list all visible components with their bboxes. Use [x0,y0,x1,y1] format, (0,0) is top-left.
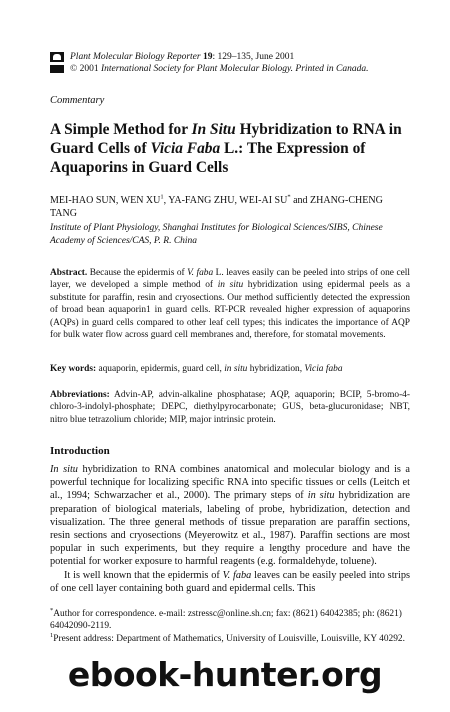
publisher-logo-icon [50,52,64,62]
abstract-italic: in situ [217,280,244,291]
title-part: A Simple Method for [50,121,192,138]
footnote-text: Author for correspondence. e-mail: zstressc@online.sh.cn; fax: (8621) 64042385; ph: (8621) 64042090-2119. [50,609,402,631]
society-name: International Society for Plant Molecular Biology. Printed in Canada. [100,64,369,74]
journal-name: Plant Molecular Biology Reporter [70,52,201,62]
keywords [50,363,410,375]
body-text: leaves can be easily peeled into strips of one cell layer containing both guard and epidermal cells. This [50,569,410,594]
journal-pages-date: : 129–135, June 2001 [212,52,295,62]
abstract-text: L. leaves easily can be peeled into strips of one cell layer, we developed a simple method of [50,268,410,291]
body-text: hybridization are preparation of biological materials, labeling of probe, hybridization, detection and visualization. The three general methods of tissue preparation are paraffin sections, resin sections and cryosections (Meyerowitz et al., 1987). Paraffin sections are most popular in such experiments, but they require a lengthy procedure and have the potential for worker exposure to harmful reagents (e.g. formaldehyde, toluene). [50,490,410,568]
title-part: Hybridization to RNA in Guard Cells of [50,121,402,157]
introduction-body [50,463,410,595]
paragraph [50,463,410,569]
abstract-text: hybridization using epidermal peels as a substitute for paraffin, resin and cryosections. Our method sufficiently detected the expression of broad bean aquaporin1 in guard cells. RT-PCR revealed higher expression of aquaporins (AQPs) in guard cells compared to other leaf cell types; this indicates the importance of AQP for bulk water flow across guard cell membranes and, therefore, for stomatal movements. [50,280,410,341]
article-title [50,120,410,177]
abbreviations-label: Abbreviations: [50,390,110,400]
abstract-italic: V. faba [187,268,214,278]
title-part-italic: Vicia Faba [150,140,221,157]
abstract [50,267,410,341]
section-heading-introduction: Introduction [50,445,110,457]
keywords-text: hybridization, [247,364,305,374]
footnote-marker: 1 [160,193,164,201]
body-text: It is well known that the epidermis of [64,569,223,581]
footnotes [50,608,410,645]
body-text: hybridization to RNA combines anatomical and molecular biology and is a powerful technique for localizing specific RNA into specific tissues or cells (Leitch et al., 1994; Schwarzacher et al., 2000). The primary steps of [50,464,411,502]
abstract-text: Because the epidermis of [87,268,188,278]
footnote-marker: 1 [50,631,54,639]
paragraph [50,569,410,595]
title-part-italic: In Situ [191,121,236,138]
body-italic: in situ [307,490,335,502]
affiliation: Institute of Plant Physiology, Shanghai Institutes for Biological Sciences/SIBS, Chinese Academy of Sciences/CAS, P. R. China [50,223,383,246]
abstract-label: Abstract. [50,268,88,278]
journal-header [50,51,410,75]
journal-volume: 19 [202,52,213,62]
copyright-line [50,63,410,75]
footnote-correspondence [50,608,410,632]
title-part: L.: The Expression of Aquaporins in Guard Cells [50,140,366,176]
article-type-label: Commentary [50,95,105,106]
keywords-italic: in situ [224,364,248,374]
footnote-present-address [50,633,410,645]
abbreviations [50,389,410,426]
keywords-text: aquaporin, epidermis, guard cell, [96,364,225,374]
body-italic: V. faba [222,569,252,581]
journal-citation-line [50,51,410,63]
footnote-text: Present address: Department of Mathematics, University of Louisville, Louisville, KY 40292. [53,634,405,644]
authors-part: , YA-FANG ZHU, WEI-AI SU [163,195,288,206]
authors-part: and ZHANG-CHENG TANG [50,195,383,219]
publisher-mark-icon [50,65,64,73]
body-italic: In situ [50,464,78,475]
footnote-marker: * [287,193,291,201]
copyright-symbol: © 2001 [70,64,99,74]
keywords-label: Key words: [50,364,97,374]
authors-part: MEI-HAO SUN, WEN XU [50,195,161,206]
keywords-italic: Vicia faba [304,364,343,374]
author-list [50,194,410,220]
footnote-marker: * [50,606,54,614]
abbreviations-text: Advin-AP, advin-alkaline phosphatase; AQP, aquaporin; BCIP, 5-bromo-4-chloro-3-indolyl-phosphate; DEPC, diethylpyrocarbonate; GUS, beta-glucuronidase; NBT, nitro blue tetrazolium chloride; MIP, major intrinsic protein. [50,390,410,425]
watermark: ebook-hunter.org [67,655,383,694]
